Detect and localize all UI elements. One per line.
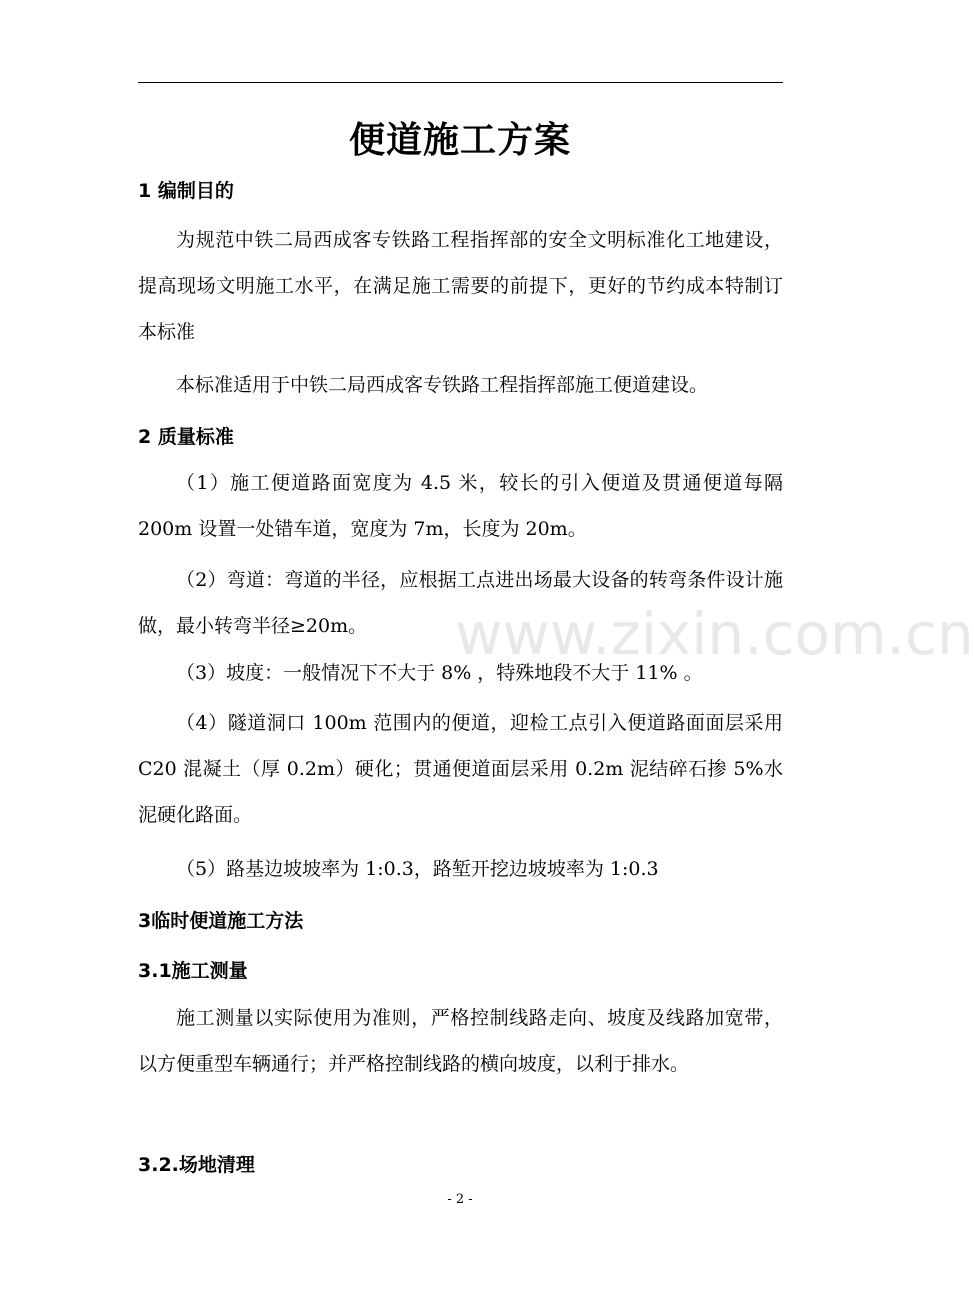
section-1-paragraph-2: 本标准适用于中铁二局西成客专铁路工程指挥部施工便道建设。 xyxy=(176,374,709,396)
section-2-item-3: （3）坡度：一般情况下不大于 8% ，特殊地段不大于 11% 。 xyxy=(176,662,703,684)
section-3-1-paragraph: 施工测量以实际使用为准则，严格控制线路走向、坡度及线路加宽带，以方便重型车辆通行；并严格控制线路的横向坡度，以利于排水。 xyxy=(138,1007,783,1075)
section-2-item-4: （4）隧道洞口 100m 范围内的便道，迎检工点引入便道路面面层采用 C20 混凝土（厚 0.2m）硬化；贯通便道面层采用 0.2m 泥结碎石掺 5%水泥硬化路面。 xyxy=(138,712,783,826)
document-title: 便道施工方案 xyxy=(348,119,571,161)
page-number: - 2 - xyxy=(447,1192,473,1207)
header-rule xyxy=(138,82,783,83)
watermark: www.zixin.com.cn xyxy=(455,600,974,668)
section-2-item-2: （2）弯道：弯道的半径，应根据工点进出场最大设备的转弯条件设计施做，最小转弯半径≥20m。 xyxy=(138,569,783,637)
section-3-2-heading: 3.2.场地清理 xyxy=(138,1154,255,1176)
section-2-item-1: （1）施工便道路面宽度为 4.5 米，较长的引入便道及贯通便道每隔 200m 设置一处错车道，宽度为 7m，长度为 20m。 xyxy=(138,472,783,540)
section-3-heading: 3临时便道施工方法 xyxy=(138,910,304,932)
section-1-paragraph-1: 为规范中铁二局西成客专铁路工程指挥部的安全文明标准化工地建设，提高现场文明施工水平，在满足施工需要的前提下，更好的节约成本特制订本标准 xyxy=(138,229,783,343)
section-1-heading: 1 编制目的 xyxy=(138,180,234,202)
section-2-heading: 2 质量标准 xyxy=(138,426,234,448)
section-3-1-heading: 3.1施工测量 xyxy=(138,960,248,982)
section-2-item-5: （5）路基边坡坡率为 1:0.3，路堑开挖边坡坡率为 1:0.3 xyxy=(176,858,659,880)
